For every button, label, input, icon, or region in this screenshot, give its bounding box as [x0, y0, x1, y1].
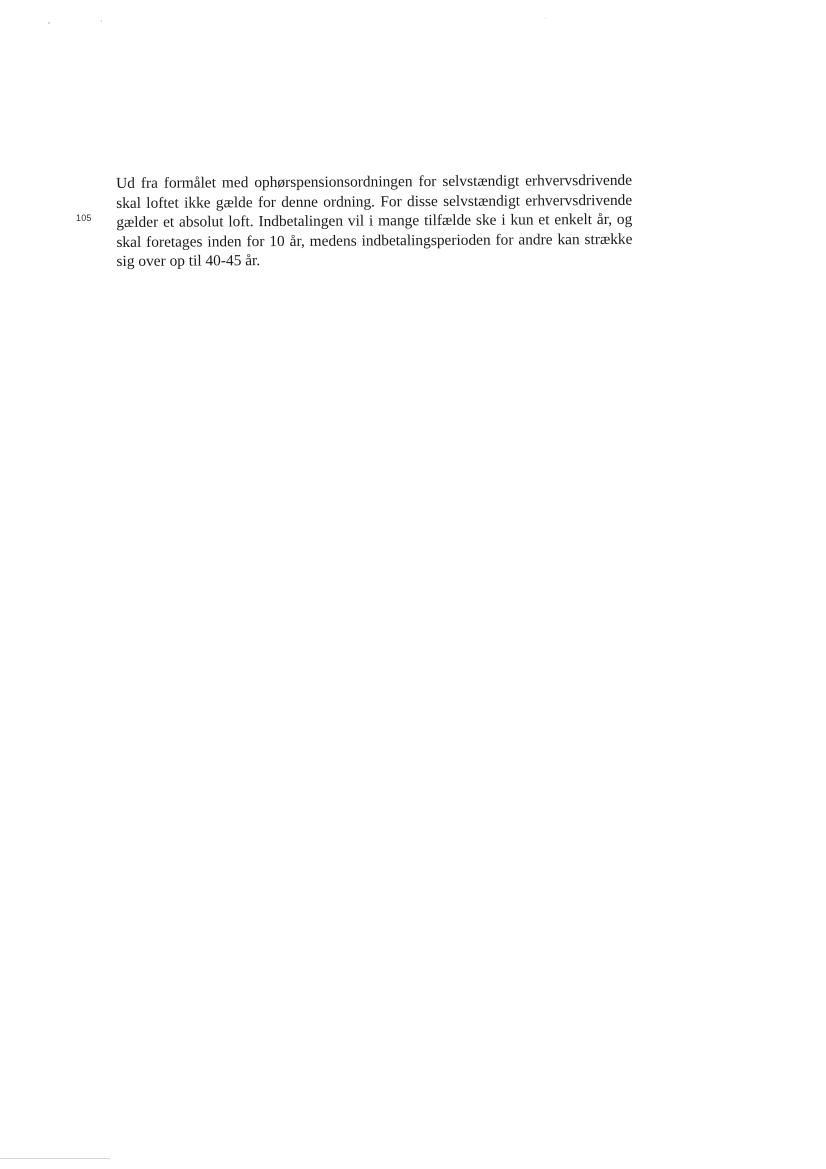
body-paragraph: Ud fra formålet med ophørspensionsordningen for selvstændigt erhvervsdrivende skal loftet ikke gælde for denne ordning. For disse selvstændigt erhvervsdrivende gælder et absolut loft. Indbetalingen vil i mange tilfælde ske i kun et enkelt år, og skal foretages inden for 10 år, medens indbetalingsperioden for andre kan strække sig over op til 40-45 år. [116, 171, 633, 271]
scan-speck [48, 22, 50, 24]
line-number: 105 [76, 213, 92, 223]
scan-speck [545, 18, 546, 19]
scan-speck [101, 20, 102, 22]
scan-edge-mark [0, 1158, 110, 1159]
